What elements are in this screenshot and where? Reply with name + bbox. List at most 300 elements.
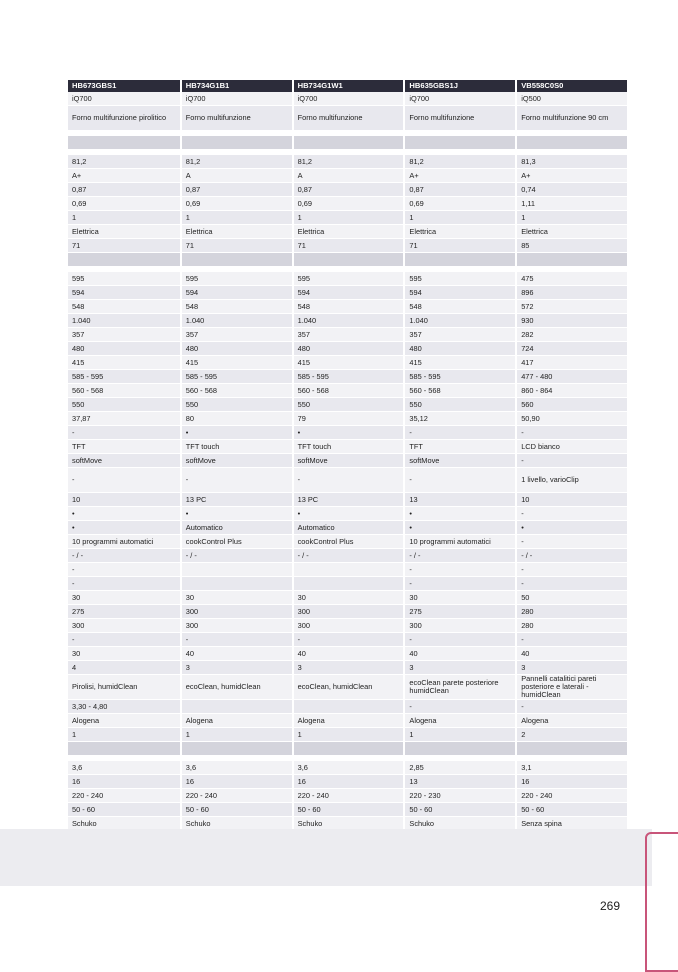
table-cell: 595 xyxy=(180,272,292,286)
table-cell: 0,69 xyxy=(403,197,515,211)
table-cell xyxy=(180,253,292,267)
table-row xyxy=(68,300,627,314)
table-cell: - xyxy=(68,563,180,577)
table-cell: 40 xyxy=(515,647,627,661)
table-cell: 282 xyxy=(515,328,627,342)
table-cell: 594 xyxy=(292,286,404,300)
table-cell: 550 xyxy=(292,398,404,412)
table-cell xyxy=(68,253,180,267)
table-row xyxy=(68,155,627,169)
table-row xyxy=(68,426,627,440)
table-row xyxy=(68,286,627,300)
table-cell: 1 xyxy=(68,728,180,742)
table-row xyxy=(68,197,627,211)
table-cell: Schuko xyxy=(403,817,515,831)
table-cell xyxy=(403,253,515,267)
table-cell: - / - xyxy=(403,549,515,563)
table-row xyxy=(68,342,627,356)
table-cell: - xyxy=(515,700,627,714)
table-cell: 585 - 595 xyxy=(403,370,515,384)
table-cell xyxy=(180,577,292,591)
table-cell: 30 xyxy=(68,647,180,661)
table-row xyxy=(68,563,627,577)
table-cell: 10 programmi automatici xyxy=(403,535,515,549)
table-row xyxy=(68,803,627,817)
table-cell: 300 xyxy=(68,619,180,633)
table-cell: 0,69 xyxy=(292,197,404,211)
table-cell: - xyxy=(515,563,627,577)
table-cell: 300 xyxy=(292,619,404,633)
table-cell: 896 xyxy=(515,286,627,300)
table-cell: 71 xyxy=(68,239,180,253)
table-cell: 3,6 xyxy=(292,761,404,775)
section-separator xyxy=(68,253,627,267)
table-cell: 300 xyxy=(292,605,404,619)
table-cell: 480 xyxy=(180,342,292,356)
table-cell: 475 xyxy=(515,272,627,286)
table-cell: - xyxy=(403,700,515,714)
table-cell: - xyxy=(403,633,515,647)
table-cell: 930 xyxy=(515,314,627,328)
table-cell: 1.040 xyxy=(292,314,404,328)
table-cell: 10 xyxy=(68,493,180,507)
table-cell: cookControl Plus xyxy=(180,535,292,549)
table-cell: Elettrica xyxy=(180,225,292,239)
table-cell: 357 xyxy=(292,328,404,342)
table-cell: 2 xyxy=(515,728,627,742)
table-cell: cookControl Plus xyxy=(292,535,404,549)
table-cell: 1 xyxy=(403,728,515,742)
table-cell: 560 - 568 xyxy=(68,384,180,398)
table-cell: 480 xyxy=(292,342,404,356)
table-cell: 35,12 xyxy=(403,412,515,426)
table-cell: 357 xyxy=(403,328,515,342)
table-cell: • xyxy=(180,507,292,521)
table-cell: A+ xyxy=(68,169,180,183)
table-row xyxy=(68,468,627,493)
table-cell: 81,2 xyxy=(180,155,292,169)
table-cell: Forno multifunzione xyxy=(292,106,404,131)
table-row xyxy=(68,169,627,183)
table-cell: Elettrica xyxy=(403,225,515,239)
table-cell: 3,6 xyxy=(68,761,180,775)
table-cell: 50 - 60 xyxy=(403,803,515,817)
table-cell: 50 - 60 xyxy=(292,803,404,817)
table-cell: 0,87 xyxy=(68,183,180,197)
table-cell: 50,90 xyxy=(515,412,627,426)
table-row xyxy=(68,577,627,591)
table-cell: 3,6 xyxy=(180,761,292,775)
table-cell: 560 - 568 xyxy=(403,384,515,398)
table-cell xyxy=(515,253,627,267)
table-row xyxy=(68,775,627,789)
table-row xyxy=(68,700,627,714)
table-cell xyxy=(403,136,515,150)
table-cell: • xyxy=(180,426,292,440)
table-cell: 275 xyxy=(403,605,515,619)
table-cell: 417 xyxy=(515,356,627,370)
table-cell: A xyxy=(180,169,292,183)
table-cell: 40 xyxy=(403,647,515,661)
spec-table xyxy=(68,80,627,845)
table-cell: 860 - 864 xyxy=(515,384,627,398)
table-row xyxy=(68,440,627,454)
header-model-1: HB673GBS1 xyxy=(68,80,180,92)
table-cell xyxy=(180,563,292,577)
table-cell xyxy=(68,742,180,756)
table-body xyxy=(68,92,627,845)
table-cell: Forno multifunzione xyxy=(403,106,515,131)
table-cell: - xyxy=(180,633,292,647)
table-cell: 300 xyxy=(180,619,292,633)
table-cell: 81,2 xyxy=(68,155,180,169)
table-cell: iQ700 xyxy=(292,92,404,106)
table-cell: 595 xyxy=(292,272,404,286)
table-cell xyxy=(292,563,404,577)
table-row xyxy=(68,239,627,253)
table-cell: 595 xyxy=(403,272,515,286)
table-cell: - xyxy=(403,426,515,440)
table-cell: Alogena xyxy=(68,714,180,728)
table-cell: 415 xyxy=(403,356,515,370)
table-cell: • xyxy=(68,507,180,521)
table-cell: 477 - 480 xyxy=(515,370,627,384)
table-row xyxy=(68,535,627,549)
table-row xyxy=(68,591,627,605)
table-cell: 0,87 xyxy=(403,183,515,197)
table-cell: - / - xyxy=(292,549,404,563)
table-cell: 0,69 xyxy=(68,197,180,211)
table-cell xyxy=(68,136,180,150)
table-row xyxy=(68,761,627,775)
table-cell: 13 PC xyxy=(180,493,292,507)
table-cell: iQ700 xyxy=(180,92,292,106)
table-cell xyxy=(180,700,292,714)
table-cell: 1.040 xyxy=(403,314,515,328)
table-cell: 595 xyxy=(68,272,180,286)
table-cell: 3,30 - 4,80 xyxy=(68,700,180,714)
table-cell: Elettrica xyxy=(68,225,180,239)
table-cell: 85 xyxy=(515,239,627,253)
header-model-3: HB734G1W1 xyxy=(292,80,404,92)
table-cell: • xyxy=(515,521,627,535)
table-cell: 16 xyxy=(292,775,404,789)
table-cell: Alogena xyxy=(180,714,292,728)
table-cell: 280 xyxy=(515,605,627,619)
table-cell: - xyxy=(403,577,515,591)
table-cell: 81,2 xyxy=(292,155,404,169)
table-cell: - / - xyxy=(180,549,292,563)
table-cell xyxy=(515,742,627,756)
table-cell: 30 xyxy=(68,591,180,605)
table-cell: Schuko xyxy=(292,817,404,831)
table-cell: 16 xyxy=(180,775,292,789)
header-model-5: VB558C0S0 xyxy=(515,80,627,92)
table-row xyxy=(68,356,627,370)
table-cell: 13 xyxy=(403,493,515,507)
table-cell: 1 xyxy=(515,211,627,225)
table-cell: 10 xyxy=(515,493,627,507)
table-cell: 2,85 xyxy=(403,761,515,775)
table-cell xyxy=(292,700,404,714)
table-cell: ecoClean, humidClean xyxy=(292,675,404,700)
table-row xyxy=(68,370,627,384)
table-cell: 560 - 568 xyxy=(180,384,292,398)
table-cell: 50 - 60 xyxy=(68,803,180,817)
table-cell xyxy=(403,742,515,756)
table-row xyxy=(68,714,627,728)
table-cell xyxy=(292,577,404,591)
table-cell: iQ700 xyxy=(403,92,515,106)
table-cell: • xyxy=(292,507,404,521)
table-cell: 40 xyxy=(180,647,292,661)
table-cell: 415 xyxy=(292,356,404,370)
table-cell: Elettrica xyxy=(292,225,404,239)
table-cell: 300 xyxy=(403,619,515,633)
table-row xyxy=(68,633,627,647)
table-cell: - xyxy=(515,454,627,468)
table-cell: 548 xyxy=(292,300,404,314)
table-cell: 560 - 568 xyxy=(292,384,404,398)
table-cell: Schuko xyxy=(180,817,292,831)
table-cell: A+ xyxy=(403,169,515,183)
table-row xyxy=(68,521,627,535)
table-cell: • xyxy=(403,521,515,535)
table-row xyxy=(68,605,627,619)
table-row xyxy=(68,454,627,468)
table-cell: 220 - 240 xyxy=(292,789,404,803)
table-cell: 0,87 xyxy=(292,183,404,197)
table-cell: 1.040 xyxy=(180,314,292,328)
table-cell: 4 xyxy=(68,661,180,675)
table-cell: 16 xyxy=(515,775,627,789)
table-cell: iQ500 xyxy=(515,92,627,106)
table-row xyxy=(68,183,627,197)
table-cell xyxy=(292,253,404,267)
table-cell: 50 - 60 xyxy=(180,803,292,817)
table-cell: TFT touch xyxy=(292,440,404,454)
table-row xyxy=(68,619,627,633)
section-separator xyxy=(68,136,627,150)
table-row xyxy=(68,328,627,342)
table-cell: 1 xyxy=(180,728,292,742)
table-cell: Automatico xyxy=(180,521,292,535)
table-cell: 3 xyxy=(292,661,404,675)
table-cell: 13 PC xyxy=(292,493,404,507)
table-row xyxy=(68,272,627,286)
table-cell: 415 xyxy=(180,356,292,370)
table-cell: Forno multifunzione pirolitico xyxy=(68,106,180,131)
table-cell: Forno multifunzione 90 cm xyxy=(515,106,627,131)
table-cell: Elettrica xyxy=(515,225,627,239)
table-cell xyxy=(180,742,292,756)
table-cell: softMove xyxy=(180,454,292,468)
table-cell: - xyxy=(515,535,627,549)
table-cell: 594 xyxy=(68,286,180,300)
table-cell: Alogena xyxy=(403,714,515,728)
table-cell: 1 livello, varioClip xyxy=(515,468,627,493)
table-row xyxy=(68,493,627,507)
table-cell: TFT xyxy=(68,440,180,454)
table-cell: 585 - 595 xyxy=(180,370,292,384)
table-cell: 357 xyxy=(68,328,180,342)
table-cell: iQ700 xyxy=(68,92,180,106)
table-row xyxy=(68,647,627,661)
table-cell: - xyxy=(403,563,515,577)
table-cell: 0,74 xyxy=(515,183,627,197)
table-cell: 30 xyxy=(180,591,292,605)
table-cell: 724 xyxy=(515,342,627,356)
table-cell: 13 xyxy=(403,775,515,789)
table-row xyxy=(68,728,627,742)
table-cell: - xyxy=(180,468,292,493)
table-row xyxy=(68,384,627,398)
table-cell: 548 xyxy=(403,300,515,314)
table-cell: - xyxy=(515,633,627,647)
table-cell: 1,11 xyxy=(515,197,627,211)
table-cell: 30 xyxy=(292,591,404,605)
table-row xyxy=(68,314,627,328)
table-cell: 550 xyxy=(180,398,292,412)
table-cell: - / - xyxy=(515,549,627,563)
table-row xyxy=(68,412,627,426)
table-cell: 594 xyxy=(403,286,515,300)
table-cell: - xyxy=(68,633,180,647)
table-cell xyxy=(292,742,404,756)
table-cell: 1 xyxy=(403,211,515,225)
corner-tab-decoration xyxy=(645,832,678,972)
page-number: 269 xyxy=(599,899,620,913)
table-cell: 548 xyxy=(180,300,292,314)
table-cell xyxy=(180,136,292,150)
table-cell: 594 xyxy=(180,286,292,300)
table-cell: 71 xyxy=(403,239,515,253)
table-cell: 480 xyxy=(68,342,180,356)
table-cell: 275 xyxy=(68,605,180,619)
table-row xyxy=(68,661,627,675)
table-cell: 81,2 xyxy=(403,155,515,169)
table-cell: Forno multifunzione xyxy=(180,106,292,131)
table-cell: 3 xyxy=(515,661,627,675)
table-cell: 220 - 240 xyxy=(180,789,292,803)
table-cell: - xyxy=(515,577,627,591)
table-cell: A xyxy=(292,169,404,183)
table-cell: - xyxy=(68,577,180,591)
table-cell: 30 xyxy=(403,591,515,605)
table-cell: 10 programmi automatici xyxy=(68,535,180,549)
table-cell: LCD bianco xyxy=(515,440,627,454)
table-cell: 80 xyxy=(180,412,292,426)
table-cell: 560 xyxy=(515,398,627,412)
table-cell: • xyxy=(68,521,180,535)
table-cell: 550 xyxy=(68,398,180,412)
table-cell: 71 xyxy=(292,239,404,253)
table-cell: 81,3 xyxy=(515,155,627,169)
table-row xyxy=(68,92,627,106)
table-cell: 50 - 60 xyxy=(515,803,627,817)
table-cell: Alogena xyxy=(292,714,404,728)
table-cell: 16 xyxy=(68,775,180,789)
table-cell: 572 xyxy=(515,300,627,314)
table-cell: 1 xyxy=(68,211,180,225)
table-cell: Schuko xyxy=(68,817,180,831)
table-row xyxy=(68,211,627,225)
table-row xyxy=(68,549,627,563)
table-cell: ecoClean, humidClean xyxy=(180,675,292,700)
table-cell: Pirolisi, humidClean xyxy=(68,675,180,700)
table-cell: TFT xyxy=(403,440,515,454)
table-row xyxy=(68,398,627,412)
table-cell: 0,87 xyxy=(180,183,292,197)
table-cell: 50 xyxy=(515,591,627,605)
table-cell xyxy=(292,136,404,150)
bottom-band xyxy=(0,829,652,886)
table-cell: 40 xyxy=(292,647,404,661)
table-cell: 585 - 595 xyxy=(292,370,404,384)
header-model-4: HB635GBS1J xyxy=(403,80,515,92)
table-cell: 548 xyxy=(68,300,180,314)
section-separator xyxy=(68,742,627,756)
table-cell xyxy=(515,136,627,150)
table-cell: 3 xyxy=(180,661,292,675)
table-cell: Pannelli catalitici pareti posteriore e laterali - humidClean xyxy=(515,675,627,700)
table-cell: - / - xyxy=(68,549,180,563)
table-cell: - xyxy=(403,468,515,493)
table-cell: 585 - 595 xyxy=(68,370,180,384)
table-cell: Automatico xyxy=(292,521,404,535)
table-row xyxy=(68,789,627,803)
table-cell: - xyxy=(515,426,627,440)
table-cell: 220 - 240 xyxy=(515,789,627,803)
table-cell: 480 xyxy=(403,342,515,356)
table-row xyxy=(68,225,627,239)
table-cell: 220 - 240 xyxy=(68,789,180,803)
table-cell: softMove xyxy=(68,454,180,468)
table-cell: 357 xyxy=(180,328,292,342)
table-cell: - xyxy=(292,633,404,647)
table-cell: 415 xyxy=(68,356,180,370)
table-header-row xyxy=(68,80,627,92)
table-cell: 1 xyxy=(292,211,404,225)
table-cell: - xyxy=(68,468,180,493)
table-cell: - xyxy=(292,468,404,493)
table-cell: 1 xyxy=(180,211,292,225)
table-cell: softMove xyxy=(403,454,515,468)
table-cell: softMove xyxy=(292,454,404,468)
table-cell: 220 - 230 xyxy=(403,789,515,803)
table-cell: - xyxy=(68,426,180,440)
table-cell: 0,69 xyxy=(180,197,292,211)
table-cell: 550 xyxy=(403,398,515,412)
table-row xyxy=(68,507,627,521)
table-cell: 37,87 xyxy=(68,412,180,426)
table-cell: 1 xyxy=(292,728,404,742)
table-cell: A+ xyxy=(515,169,627,183)
table-cell: - xyxy=(515,507,627,521)
table-cell: • xyxy=(403,507,515,521)
table-cell: 79 xyxy=(292,412,404,426)
table-cell: 280 xyxy=(515,619,627,633)
table-cell: 3,1 xyxy=(515,761,627,775)
table-cell: ecoClean parete posteriore humidClean xyxy=(403,675,515,700)
table-cell: 300 xyxy=(180,605,292,619)
table-cell: TFT touch xyxy=(180,440,292,454)
table-row xyxy=(68,106,627,131)
table-row xyxy=(68,675,627,700)
table-cell: • xyxy=(292,426,404,440)
header-model-2: HB734G1B1 xyxy=(180,80,292,92)
table-cell: 1.040 xyxy=(68,314,180,328)
